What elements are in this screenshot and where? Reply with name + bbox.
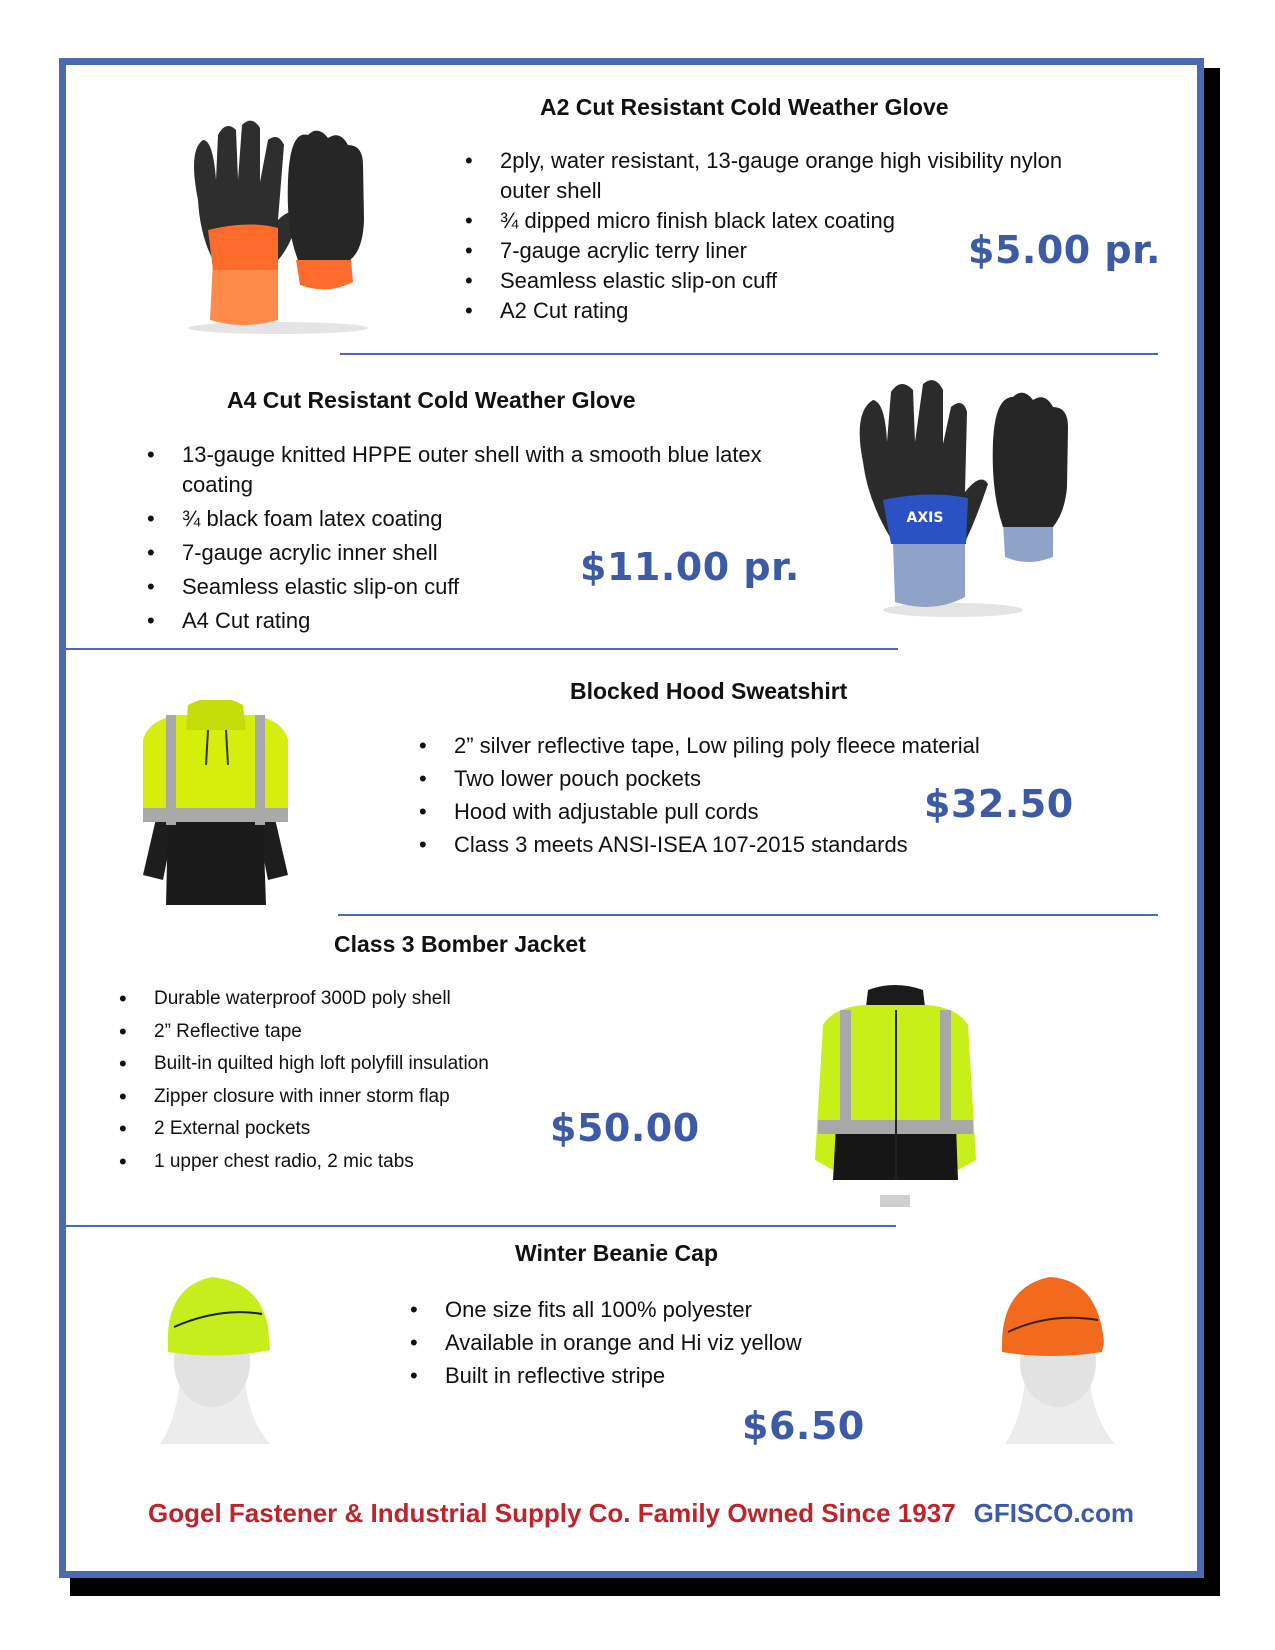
footer-company: Gogel Fastener & Industrial Supply Co. Family Owned Since 1937 [148,1498,956,1528]
footer [148,1498,1134,1529]
list-item: • Two lower pouch pockets [419,762,1019,795]
section-divider [66,648,898,650]
price-bomber-jacket: $50.00 [550,1106,700,1150]
price-beanie: $6.50 [742,1404,865,1448]
product-title-a4-glove: A4 Cut Resistant Cold Weather Glove [227,387,636,413]
list-item: • Zipper closure with inner storm flap [119,1081,639,1114]
list-item: • One size fits all 100% polyester [410,1293,970,1326]
bomber-jacket-image [808,980,983,1210]
section-divider [66,1225,896,1227]
list-item: • Available in orange and Hi viz yellow [410,1326,970,1359]
list-item: • 2ply, water resistant, 13-gauge orange high visibility nylon outer shell [465,146,1085,206]
list-item: • 1 upper chest radio, 2 mic tabs [119,1146,639,1179]
feature-list-beanie [410,1293,970,1392]
feature-list-a4-glove [147,440,782,637]
product-title-sweatshirt: Blocked Hood Sweatshirt [570,678,848,704]
product-title-a2-glove: A2 Cut Resistant Cold Weather Glove [540,94,949,120]
list-item: • Class 3 meets ANSI-ISEA 107-2015 standards [419,828,1019,861]
list-item: • 7-gauge acrylic terry liner [465,236,1085,266]
list-item: • Seamless elastic slip-on cuff [465,266,1085,296]
list-item: • Built in reflective stripe [410,1359,970,1392]
list-item: • 2” Reflective tape [119,1016,639,1049]
list-item: • 13-gauge knitted HPPE outer shell with a smooth blue latex coating [147,440,782,500]
list-item: • 2 External pockets [119,1113,639,1146]
glove-logo-text: AXIS [906,510,944,526]
orange-glove-image [168,110,383,335]
footer-website-link[interactable]: GFISCO.com [973,1498,1135,1528]
list-item: • Seamless elastic slip-on cuff [147,571,782,603]
list-item: • Hood with adjustable pull cords [419,795,1019,828]
blue-glove-image [853,372,1088,622]
price-a4-glove: $11.00 pr. [580,545,800,589]
list-item: • A2 Cut rating [465,296,1085,326]
price-sweatshirt: $32.50 [924,782,1074,826]
list-item: • 2” silver reflective tape, Low piling poly fleece material [419,729,1019,762]
orange-beanie-image [990,1272,1120,1447]
list-item: • Durable waterproof 300D poly shell [119,983,639,1016]
price-a2-glove: $5.00 pr. [968,228,1161,272]
list-item: • ¾ black foam latex coating [147,503,782,535]
product-title-bomber-jacket: Class 3 Bomber Jacket [334,931,586,957]
list-item: • Built-in quilted high loft polyfill insulation [119,1048,639,1081]
list-item: • ¾ dipped micro finish black latex coating [465,206,1085,236]
hoodie-image [138,700,293,910]
yellow-beanie-image [150,1272,280,1447]
list-item: • A4 Cut rating [147,605,782,637]
section-divider [338,914,1158,916]
section-divider [340,353,1158,355]
list-item: • 7-gauge acrylic inner shell [147,537,782,569]
product-title-beanie: Winter Beanie Cap [515,1240,719,1266]
